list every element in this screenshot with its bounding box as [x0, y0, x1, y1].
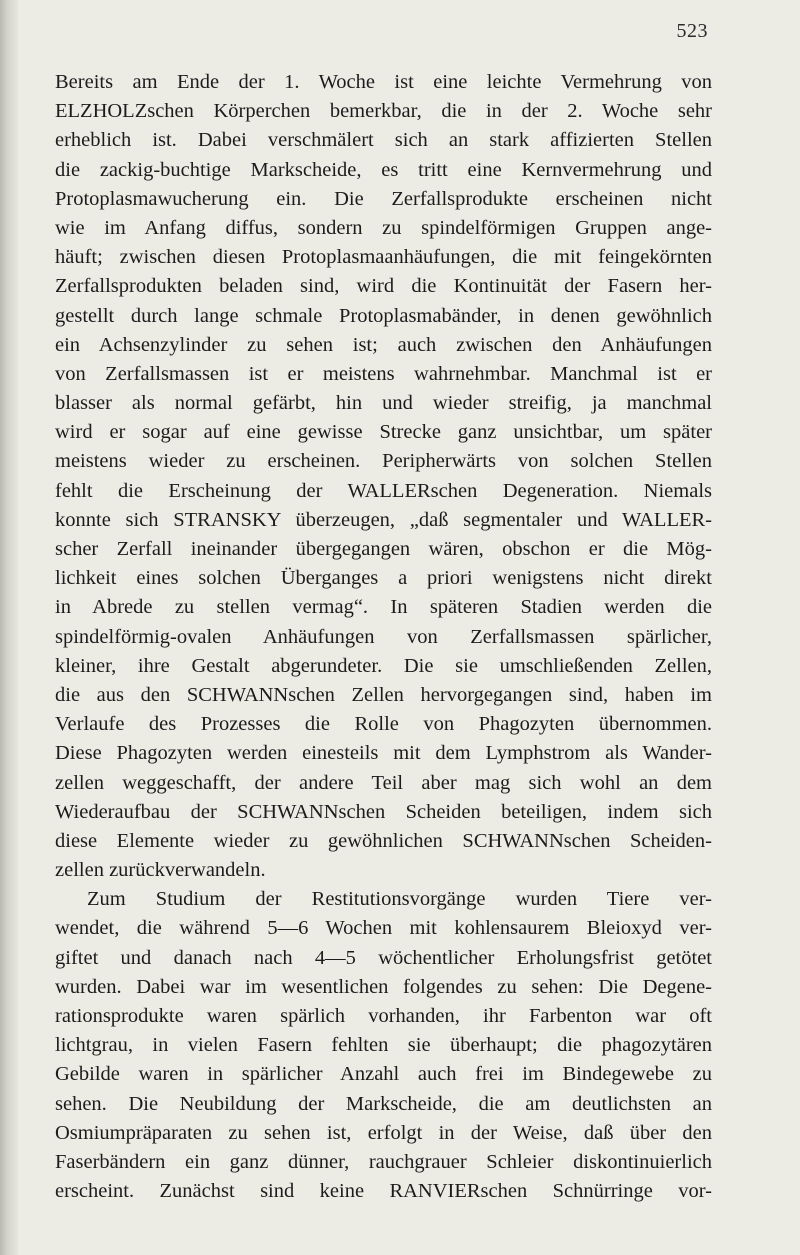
body-text — [55, 68, 712, 1206]
text-line: kleiner, ihre Gestalt abgerundeter. Die sie umschließenden Zellen, — [55, 654, 712, 677]
text-line: lichtgrau, in vielen Fasern fehlten sie überhaupt; die phagozytären — [55, 1034, 712, 1057]
text-line: Diese Phagozyten werden einesteils mit dem Lymphstrom als Wander- — [55, 742, 712, 765]
text-line: konnte sich STRANSKY überzeugen, „daß segmentaler und WALLER- — [55, 508, 712, 531]
text-line: in Abrede zu stellen vermag“. In späteren Stadien werden die — [55, 596, 712, 619]
text-line: wie im Anfang diffus, sondern zu spindelförmigen Gruppen ange- — [55, 216, 712, 239]
text-line: lichkeit eines solchen Überganges a priori wenigstens nicht direkt — [55, 567, 712, 590]
text-line: zellen weggeschafft, der andere Teil aber mag sich wohl an dem — [55, 771, 712, 794]
text-line: Verlaufe des Prozesses die Rolle von Phagozyten übernommen. — [55, 713, 712, 736]
text-line: rationsprodukte waren spärlich vorhanden, ihr Farbenton war oft — [55, 1005, 712, 1027]
text-line: die aus den SCHWANNschen Zellen hervorgegangen sind, haben im — [55, 683, 712, 706]
text-line: ein Achsenzylinder zu sehen ist; auch zwischen den Anhäufungen — [55, 333, 712, 356]
text-line: diese Elemente wieder zu gewöhnlichen SCHWANNschen Scheiden- — [55, 829, 712, 852]
text-line: die zackig-buchtige Markscheide, es tritt eine Kernvermehrung und — [55, 158, 712, 181]
text-line: gestellt durch lange schmale Protoplasmabänder, in denen gewöhnlich — [55, 304, 712, 327]
text-line: sehen. Die Neubildung der Markscheide, die am deutlichsten an — [55, 1092, 712, 1115]
text-line: giftet und danach nach 4—5 wöchentlicher Erholungsfrist getötet — [55, 946, 712, 969]
text-line: meistens wieder zu erscheinen. Peripherwärts von solchen Stellen — [55, 450, 712, 473]
text-line: zellen zurückverwandeln. — [55, 859, 266, 882]
text-line: wendet, die während 5—6 Wochen mit kohlensaurem Bleioxyd ver- — [55, 917, 712, 940]
text-line: Faserbändern ein ganz dünner, rauchgrauer Schleier diskontinuierlich — [55, 1150, 712, 1173]
page-number: 523 — [676, 20, 708, 42]
text-line: Protoplasmawucherung ein. Die Zerfallsprodukte erscheinen nicht — [55, 187, 712, 210]
text-line: wurden. Dabei war im wesentlichen folgendes zu sehen: Die Degene- — [55, 975, 712, 998]
text-line: wird er sogar auf eine gewisse Strecke ganz unsichtbar, um später — [55, 421, 712, 444]
text-line: Zerfallsprodukten beladen sind, wird die Kontinuität der Fasern her- — [55, 275, 712, 298]
text-line: erheblich ist. Dabei verschmälert sich an stark affizierten Stellen — [55, 129, 712, 152]
text-line: Wiederaufbau der SCHWANNschen Scheiden beteiligen, indem sich — [55, 800, 712, 823]
text-line: ELZHOLZschen Körperchen bemerkbar, die in der 2. Woche sehr — [55, 100, 712, 123]
text-line: scher Zerfall ineinander übergegangen wären, obschon er die Mög- — [55, 538, 712, 560]
text-line: Zum Studium der Restitutionsvorgänge wurden Tiere ver- — [87, 888, 712, 911]
text-line: blasser als normal gefärbt, hin und wieder streifig, ja manchmal — [55, 392, 712, 415]
text-line: erscheint. Zunächst sind keine RANVIERschen Schnürringe vor- — [55, 1180, 712, 1203]
text-line: Bereits am Ende der 1. Woche ist eine leichte Vermehrung von — [55, 71, 712, 93]
text-line: häuft; zwischen diesen Protoplasmaanhäufungen, die mit feingekörnten — [55, 246, 712, 269]
text-line: Osmiumpräparaten zu sehen ist, erfolgt in der Weise, daß über den — [55, 1121, 712, 1144]
text-line: fehlt die Erscheinung der WALLERschen Degeneration. Niemals — [55, 479, 712, 502]
text-line: von Zerfallsmassen ist er meistens wahrnehmbar. Manchmal ist er — [55, 362, 712, 385]
text-line: Gebilde waren in spärlicher Anzahl auch frei im Bindegewebe zu — [55, 1063, 712, 1086]
page-gutter-shadow — [0, 0, 18, 1255]
text-line: spindelförmig-ovalen Anhäufungen von Zerfallsmassen spärlicher, — [55, 625, 712, 648]
